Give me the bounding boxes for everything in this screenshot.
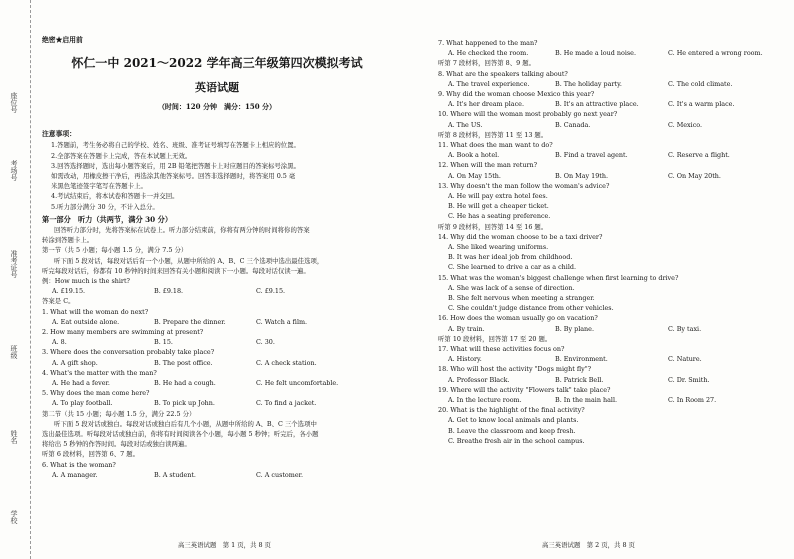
section-heading: 第二节（共 15 小题；每小题 1.5 分，满分 22.5 分） bbox=[42, 409, 196, 418]
option-b: B. Environment. bbox=[555, 355, 608, 364]
page-1-column bbox=[42, 35, 392, 480]
part-heading: 第一部分 听力（共两节，满分 30 分） bbox=[42, 214, 173, 224]
option-c: C. Dr. Smith. bbox=[668, 375, 710, 384]
option-a: A. The US. bbox=[448, 120, 483, 129]
question-options bbox=[42, 398, 392, 408]
question-options bbox=[438, 171, 788, 181]
option-c: C. In Room 27. bbox=[668, 395, 717, 404]
option-c: C. The cold climate. bbox=[668, 79, 733, 88]
option-c: C. Mexico. bbox=[668, 120, 703, 129]
option-c: C. On May 20th. bbox=[668, 171, 721, 180]
section-heading: 第一节（共 5 小题；每小题 1.5 分，满分 7.5 分） bbox=[42, 246, 188, 255]
question-stem: 17. What will these activities focus on? bbox=[438, 344, 565, 353]
option-a: A. Eat outside alone. bbox=[52, 317, 120, 326]
option-c: C. By taxi. bbox=[668, 324, 702, 333]
option-b: B. He had a cough. bbox=[154, 379, 216, 388]
question-stem: 1. What will the woman do next? bbox=[42, 307, 149, 316]
option-b: B. 15. bbox=[154, 338, 173, 347]
option-b: B. The holiday party. bbox=[555, 79, 622, 88]
option-a: A. The travel experience. bbox=[448, 79, 530, 88]
option-c: C. To find a jacket. bbox=[256, 399, 317, 408]
option-c: C. She learned to drive a car as a child. bbox=[448, 263, 576, 272]
option-a: A. A manager. bbox=[52, 470, 98, 479]
question-stem: 6. What is the woman? bbox=[42, 460, 116, 469]
option-a: A. He will pay extra hotel fees. bbox=[448, 191, 548, 200]
option-c: C. He entered a wrong room. bbox=[668, 49, 763, 58]
material-instruction: 听第 10 段材料，回答第 17 至 20 题。 bbox=[438, 334, 552, 343]
option-a: A. 8. bbox=[52, 338, 67, 347]
option-b: B. Leave the classroom and keep fresh. bbox=[448, 426, 576, 435]
option-b: B. Prepare the dinner. bbox=[154, 317, 226, 326]
option-c: C. A check station. bbox=[256, 358, 317, 367]
option-a: A. Get to know local animals and plants. bbox=[448, 416, 579, 425]
section-intro-line: 选出最佳选项。听每段对话或独白前，你将有时间阅读各个小题，每小题 5 秒钟；听完后，各小题 bbox=[42, 430, 319, 438]
question-options bbox=[42, 378, 392, 388]
notice-heading: 注意事项： bbox=[42, 130, 76, 139]
option-a: A. History. bbox=[448, 355, 482, 364]
option-b: B. The post office. bbox=[154, 358, 213, 367]
notice-item: 3.回答选择题时，选出每小题答案后，用 2B 铅笔把答题卡上对应题目的答案标号涂黑。 bbox=[51, 161, 300, 170]
option-b: B. A student. bbox=[154, 470, 196, 479]
example-options bbox=[42, 286, 392, 296]
question-stem: 2. How many members are swimming at present? bbox=[42, 328, 204, 337]
question-options bbox=[438, 120, 788, 130]
binding-label-seat: 座位号 bbox=[10, 92, 18, 113]
option-a: A. He had a fever. bbox=[52, 379, 110, 388]
option-a: A. To play football. bbox=[52, 399, 113, 408]
question-stem: 16. How does the woman usually go on vacation? bbox=[438, 314, 598, 323]
option-c: C. Reserve a flight. bbox=[668, 151, 730, 160]
example-answer: 答案是 C。 bbox=[42, 297, 75, 306]
exam-title: 怀仁一中 2021～2022 学年高三年级第四次模拟考试 bbox=[71, 56, 363, 71]
option-c: C. She couldn't judge distance from other vehicles. bbox=[448, 304, 614, 313]
secret-mark: 绝密★启用前 bbox=[42, 36, 83, 44]
question-options bbox=[438, 79, 788, 89]
binding-label-class: 班级 bbox=[10, 345, 18, 359]
question-stem: 18. Who will host the activity "Dogs might fly"? bbox=[438, 365, 592, 374]
question-stem: 7. What happened to the man? bbox=[438, 39, 538, 47]
notice-item: 1.答题前，考生务必将自己的学校、姓名、班级、准考证号填写在答题卡上相应的位置。 bbox=[51, 141, 300, 150]
option-b: B. It's an attractive place. bbox=[555, 100, 639, 109]
question-options bbox=[438, 48, 788, 58]
material-instruction: 听第 9 段材料，回答第 14 至 16 题。 bbox=[438, 222, 548, 231]
page-2-footer: 高三英语试题 第 2 页，共 8 页 bbox=[542, 541, 635, 549]
binding-label-school: 学校 bbox=[10, 510, 18, 524]
notice-item: 米黑色笔迹签字笔写在答题卡上。 bbox=[51, 182, 147, 191]
option-b: B. It was her ideal job from childhood. bbox=[448, 253, 573, 262]
page-1-footer: 高三英语试题 第 1 页，共 8 页 bbox=[178, 541, 271, 549]
question-options bbox=[438, 324, 788, 334]
option-b: B. By plane. bbox=[555, 324, 594, 333]
intro-line: 转涂到答题卡上。 bbox=[42, 236, 94, 245]
option-b: B. Patrick Bell. bbox=[555, 375, 604, 384]
option-b: B. To pick up John. bbox=[154, 399, 215, 408]
binding-label-room: 考场号 bbox=[10, 160, 18, 181]
question-stem: 8. What are the speakers talking about? bbox=[438, 69, 568, 78]
option-b: B. He made a loud noise. bbox=[555, 49, 636, 58]
notice-item: 4.考试结束后，将本试卷和答题卡一并交回。 bbox=[51, 192, 179, 201]
material-instruction: 听第 7 段材料，回答第 8、9 题。 bbox=[438, 59, 536, 68]
option-a: A. £19.15. bbox=[52, 287, 86, 296]
option-b: B. £9.18. bbox=[154, 287, 184, 296]
option-a: A. It's her dream place. bbox=[448, 100, 524, 109]
notice-item: 如需改动，用橡皮擦干净后，再选涂其他答案标号。回答非选择题时，将答案用 0.5 毫 bbox=[51, 172, 296, 181]
question-stem: 13. Why doesn't the man follow the woman's advice? bbox=[438, 181, 610, 190]
option-c: C. £9.15. bbox=[256, 287, 286, 296]
question-options bbox=[438, 375, 788, 385]
question-options bbox=[42, 358, 392, 368]
question-stem: 19. Where will the activity "Flowers talk" take place? bbox=[438, 385, 611, 394]
option-a: A. A gift shop. bbox=[52, 358, 98, 367]
option-a: A. In the lecture room. bbox=[448, 395, 522, 404]
question-options bbox=[42, 470, 392, 480]
question-stem: 11. What does the man want to do? bbox=[438, 140, 553, 149]
question-stem: 14. Why did the woman choose to be a taxi driver? bbox=[438, 232, 603, 241]
question-stem: 10. Where will the woman most probably go next year? bbox=[438, 110, 618, 119]
option-c: C. He has a seating preference. bbox=[448, 212, 551, 221]
exam-time-score: （时间：120 分钟 满分：150 分） bbox=[157, 102, 277, 112]
option-b: B. On May 19th. bbox=[555, 171, 608, 180]
material-instruction: 听第 6 段材料，回答第 6、7 题。 bbox=[42, 450, 140, 459]
section-intro-line: 听下面 5 段对话或独白。每段对话或独白后有几个小题，从题中所给的 A、B、C 三个选项中 bbox=[54, 419, 317, 428]
option-b: B. He will get a cheaper ticket. bbox=[448, 202, 549, 211]
question-stem: 20. What is the highlight of the final activity? bbox=[438, 406, 585, 415]
option-a: A. Professor Black. bbox=[448, 375, 510, 384]
option-c: C. It's a warm place. bbox=[668, 100, 735, 109]
option-b: B. She felt nervous when meeting a stranger. bbox=[448, 293, 595, 302]
option-c: C. A customer. bbox=[256, 470, 303, 479]
binding-label-name: 姓名 bbox=[10, 430, 18, 444]
intro-line: 回答听力部分时，先将答案标在试卷上。听力部分结束前，你将有两分钟的时间将你的答案 bbox=[54, 226, 310, 235]
question-stem: 4. What's the matter with the man? bbox=[42, 368, 157, 377]
option-a: A. Book a hotel. bbox=[448, 151, 500, 160]
option-c: C. Breathe fresh air in the school campus. bbox=[448, 436, 585, 445]
question-options bbox=[438, 150, 788, 160]
question-options bbox=[438, 99, 788, 109]
section-intro-line: 将给出 5 秒钟的作答时间。每段对话或独白读两遍。 bbox=[42, 440, 191, 449]
option-a: A. She was lack of a sense of direction. bbox=[448, 283, 575, 292]
question-options bbox=[42, 317, 392, 327]
section-intro-line: 听完每段对话后，你都有 10 秒钟的时间来回答有关小题和阅读下一小题。每段对话仅读一遍。 bbox=[42, 266, 310, 275]
question-stem: 15. What was the woman's biggest challenge when first learning to drive? bbox=[438, 273, 679, 282]
question-options bbox=[438, 354, 788, 364]
example-question: 例：How much is the shirt? bbox=[42, 277, 130, 286]
question-stem: 3. Where does the conversation probably take place? bbox=[42, 348, 215, 357]
question-options bbox=[438, 395, 788, 405]
option-a: A. By train. bbox=[448, 324, 485, 333]
page-2-column bbox=[438, 38, 788, 446]
binding-label-ticket: 准考证号 bbox=[10, 250, 18, 278]
option-c: C. Nature. bbox=[668, 355, 702, 364]
section-intro-line: 听下面 5 段对话，每段对话后有一个小题，从题中所给的 A、B、C 三个选项中选出最佳选项， bbox=[54, 256, 324, 265]
option-a: A. On May 15th. bbox=[448, 171, 501, 180]
option-b: B. In the main hall. bbox=[555, 395, 618, 404]
question-stem: 9. Why did the woman choose Mexico this year? bbox=[438, 89, 595, 98]
exam-subtitle: 英语试题 bbox=[195, 81, 239, 95]
question-options bbox=[42, 337, 392, 347]
option-c: C. Watch a film. bbox=[256, 317, 308, 326]
option-c: C. He felt uncomfortable. bbox=[256, 379, 339, 388]
option-a: A. He checked the room. bbox=[448, 49, 529, 58]
option-a: A. She liked wearing uniforms. bbox=[448, 242, 549, 251]
option-b: B. Canada. bbox=[555, 120, 591, 129]
question-stem: 5. Why does the man come here? bbox=[42, 389, 150, 398]
question-stem: 12. When will the man return? bbox=[438, 161, 538, 170]
notice-item: 5.听力部分满分 30 分，不计入总分。 bbox=[51, 202, 159, 211]
option-c: C. 30. bbox=[256, 338, 275, 347]
material-instruction: 听第 8 段材料，回答第 11 至 13 题。 bbox=[438, 130, 548, 139]
binding-margin bbox=[0, 0, 31, 559]
notice-item: 2.全部答案在答题卡上完成，答在本试题上无效。 bbox=[51, 151, 192, 160]
option-b: B. Find a travel agent. bbox=[555, 151, 628, 160]
